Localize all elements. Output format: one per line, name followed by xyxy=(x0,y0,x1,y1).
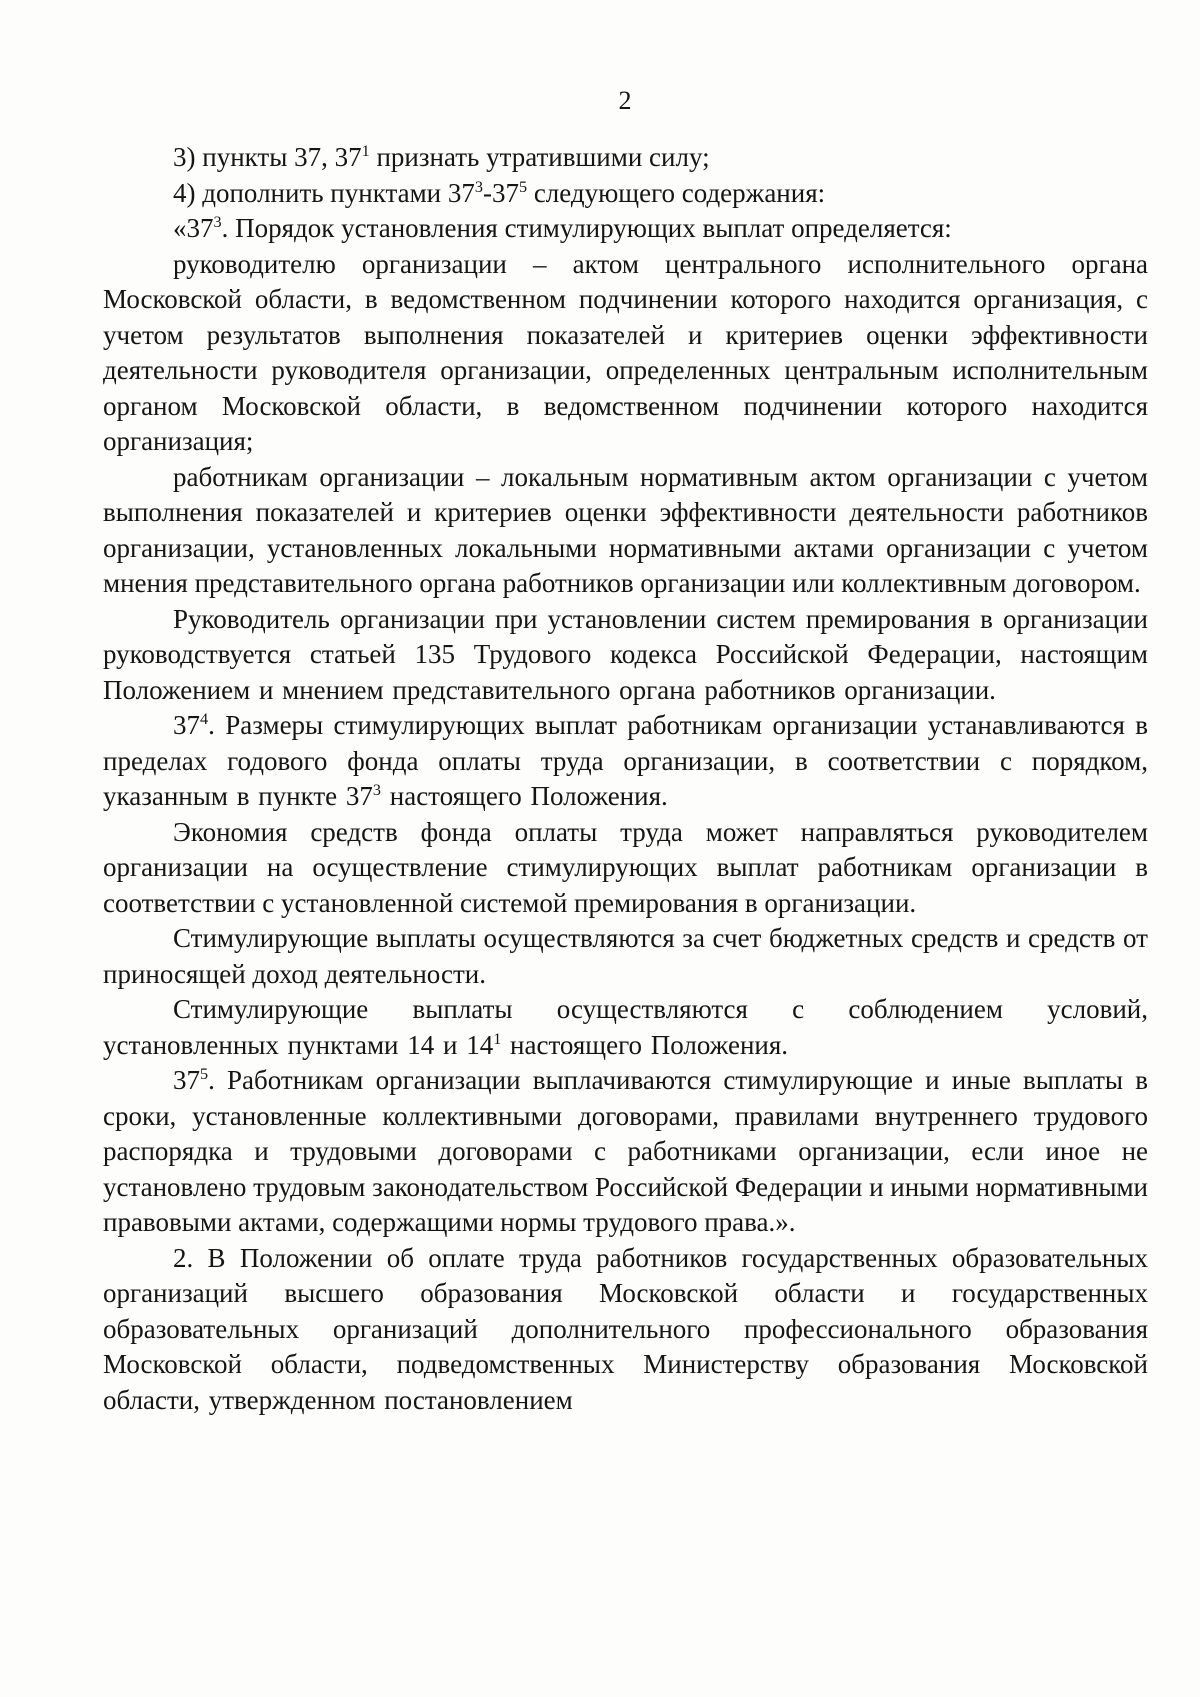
text-run: следующего содержания: xyxy=(527,177,826,208)
superscript: 3 xyxy=(372,781,382,799)
text-run: Стимулирующие выплаты осуществляются за счет бюджетных средств и средств от приносящей доход деятельности. xyxy=(103,923,1148,989)
text-run: работникам организации – локальным нормативным актом организации с учетом выполнения показателей и критериев оценки эффективности деятельности работников организации, установленных локальными нормативными актами организации с учетом мнения представительного органа работников организации или коллективным договором. xyxy=(103,461,1148,598)
text-run: 37 xyxy=(173,1065,200,1095)
text-run: Руководитель организации при установлении систем премирования в организации руководствуется статьей 135 Трудового кодекса Российской Федерации, настоящим Положением и мнением представительного органа работников организации. xyxy=(103,603,1148,705)
text-run: 37 xyxy=(173,710,200,740)
superscript: 5 xyxy=(518,177,528,196)
superscript: 1 xyxy=(493,1029,502,1048)
text-run: . Порядок установления стимулирующих выплат определяется: xyxy=(221,213,952,243)
superscript: 3 xyxy=(474,177,483,196)
page-number: 2 xyxy=(618,86,632,115)
text-run: 4) дополнить пунктами 37 xyxy=(173,177,475,208)
paragraph-37-4 xyxy=(103,708,1148,815)
paragraph-item-4 xyxy=(103,176,1148,212)
text-run: . Размеры стимулирующих выплат работникам организации устанавливаются в пределах годового фонда оплаты труда организации, в соответствии с порядком, указанным в пункте 37 xyxy=(103,710,1148,811)
paragraph-section-2 xyxy=(103,1241,1148,1419)
text-run: Экономия средств фонда оплаты труда может направляться руководителем организации на осуществление стимулирующих выплат работникам организации в соответствии с установленной системой премирования в организации. xyxy=(103,816,1148,918)
text-run: 2. В Положении об оплате труда работников государственных образовательных организаций высшего образования Московской области и государственных образовательных организаций дополнительного профессионального образования Московской области, подведомственных Министерству образования Московской области, утвержденном постановлением xyxy=(103,1242,1148,1415)
text-run: 3) пункты 37, 37 xyxy=(173,142,362,172)
paragraph-employee-payments xyxy=(103,460,1148,602)
paragraph-37-3-heading xyxy=(103,211,1148,247)
paragraph-head-payments xyxy=(103,247,1148,460)
text-run: -37 xyxy=(482,177,519,208)
text-run: Стимулирующие выплаты осуществляются с соблюдением условий, установленных пунктами 14 и 14 xyxy=(103,994,1148,1060)
superscript: 1 xyxy=(361,142,370,160)
document-body xyxy=(103,140,1148,1418)
text-run: . Работникам организации выплачиваются стимулирующие и иные выплаты в сроки, установленные коллективными договорами, правилами внутреннего трудового распорядка и трудовыми договорами с работниками организации, если иное не установлено трудовым законодательством Российской Федерации и иными нормативными правовыми актами, содержащими нормы трудового права.». xyxy=(103,1065,1148,1237)
text-run: настоящего Положения. xyxy=(501,1029,789,1060)
text-run: «37 xyxy=(173,213,214,243)
paragraph-fund-savings xyxy=(103,815,1148,922)
superscript: 5 xyxy=(200,1065,209,1083)
text-run: руководителю организации – актом центрального исполнительного органа Московской области, в ведомственном подчинении которого находится организация, с учетом результатов выполнения показателей и критериев оценки эффективности деятельности руководителя организации, определенных центральным исполнительным органом Московской области, в ведомственном подчинении которого находится организация; xyxy=(103,248,1148,456)
paragraph-funding-sources xyxy=(103,921,1148,992)
paragraph-item-3 xyxy=(103,140,1148,176)
paragraph-conditions xyxy=(103,992,1148,1063)
superscript: 4 xyxy=(200,710,209,728)
paragraph-bonus-systems xyxy=(103,602,1148,709)
text-run: настоящего Положения. xyxy=(381,781,668,811)
paragraph-37-5 xyxy=(103,1063,1148,1241)
text-run: признать утратившими силу; xyxy=(369,142,710,172)
superscript: 3 xyxy=(213,213,222,231)
